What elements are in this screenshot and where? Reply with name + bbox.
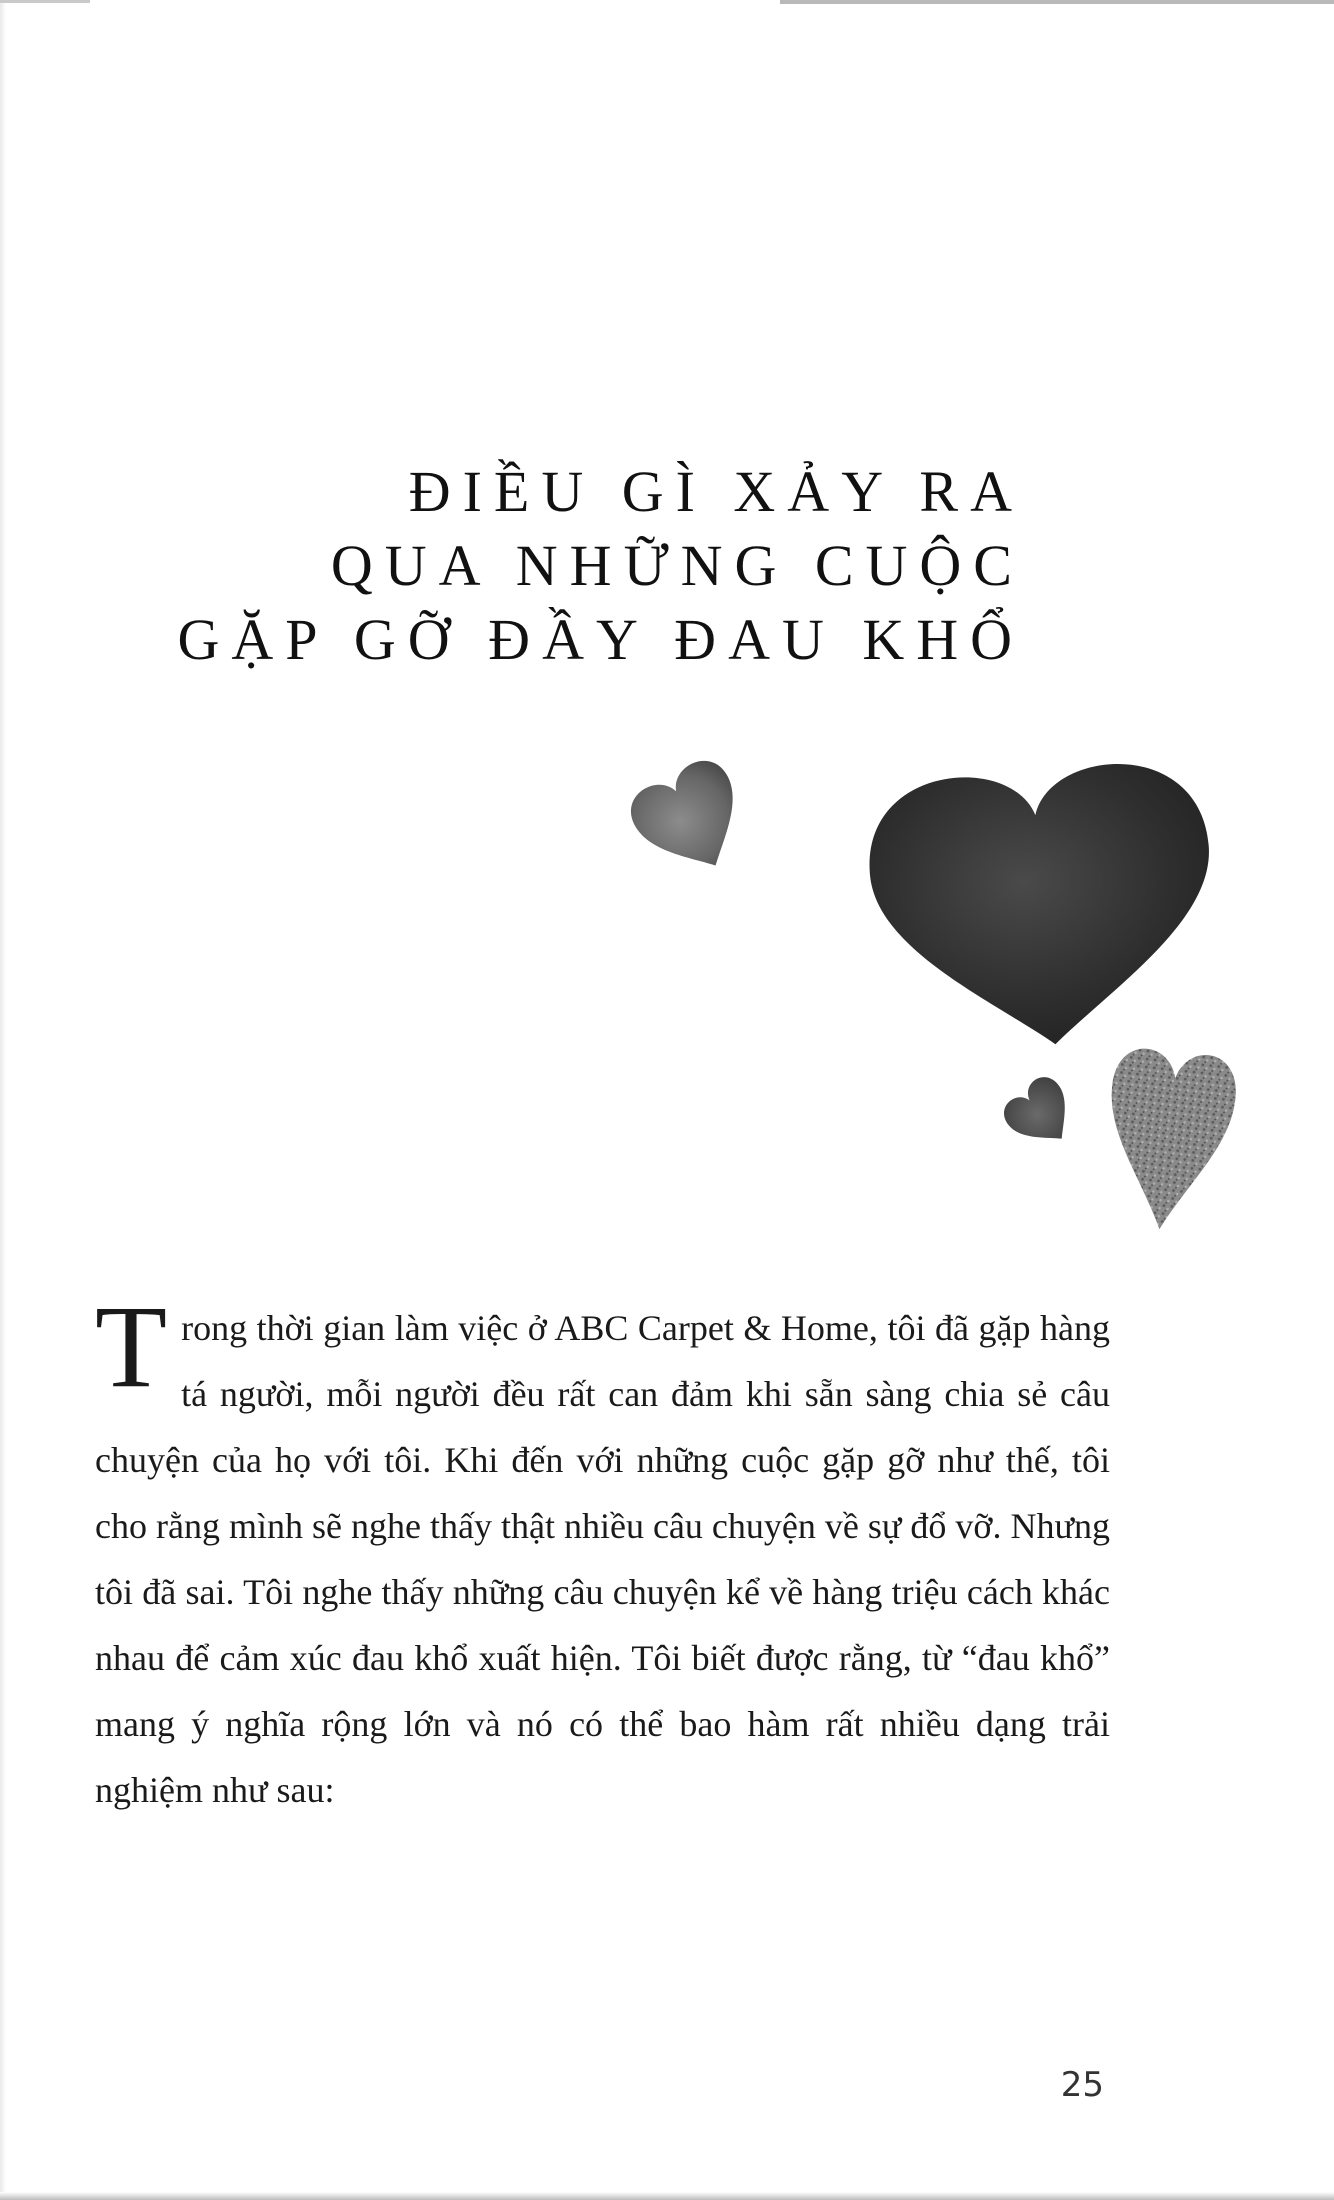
body-paragraph — [95, 1281, 1110, 1823]
drop-cap: T — [95, 1281, 168, 1412]
chapter-title-line-1: ĐIỀU GÌ XẢY RA — [408, 459, 1024, 524]
page-edge-top — [780, 0, 1334, 4]
page-edge-top-left — [0, 0, 90, 3]
page-number: 25 — [1060, 2065, 1104, 2105]
heart-icon — [862, 756, 1225, 1059]
chapter-title-line-3: GẶP GỠ ĐẦY ĐAU KHỔ — [177, 607, 1024, 672]
heart-icon — [1098, 1046, 1240, 1236]
chapter-title — [124, 455, 1024, 677]
heart-icon — [622, 752, 762, 891]
body-paragraph-text: rong thời gian làm việc ở ABC Carpet & Home, tôi đã gặp hàng tá người, mỗi người đều rất can đảm khi sẵn sàng chia sẻ câu chuyện của họ với tôi. Khi đến với những cuộc gặp gỡ như thế, tôi cho rằng mình sẽ nghe thấy thật nhiều câu chuyện về sự đổ vỡ. Nhưng tôi đã sai. Tôi nghe thấy những câu chuyện kể về hàng triệu cách khác nhau để cảm xúc đau khổ xuất hiện. Tôi biết được rằng, từ “đau khổ” mang ý nghĩa rộng lớn và nó có thể bao hàm rất nhiều dạng trải nghiệm như sau: — [95, 1308, 1110, 1810]
chapter-title-line-2: QUA NHỮNG CUỘC — [330, 533, 1024, 598]
page-edge-bottom — [0, 2192, 1334, 2200]
page-edge-left — [0, 0, 6, 2200]
heart-icon — [997, 1070, 1086, 1159]
